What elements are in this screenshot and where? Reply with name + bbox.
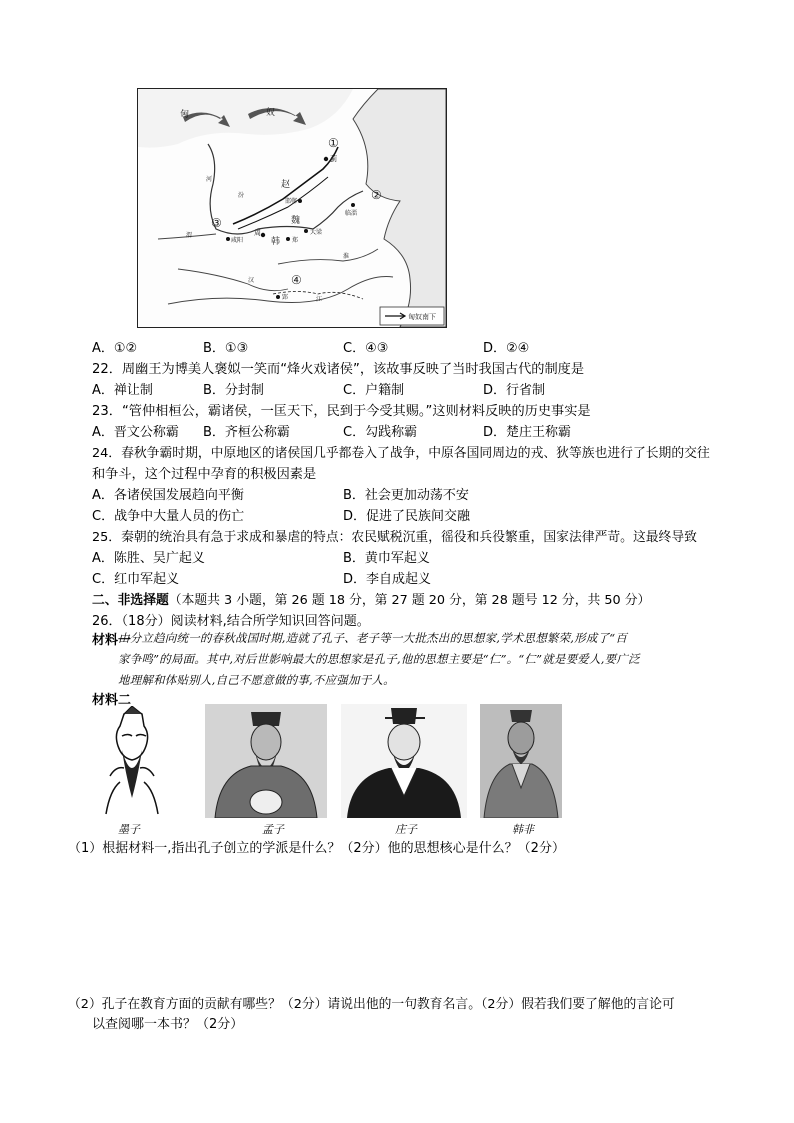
q22-option-b[interactable]: B．分封制 [203,383,264,398]
warring-states-map [137,88,447,328]
material-2-label: 材料二 [92,693,132,708]
q26-stem: 26．（18分）阅读材料,结合所学知识回答问题。 [92,614,370,629]
map-label-river-fen: 汾 [238,192,245,199]
q22-option-a[interactable]: A．禅让制 [92,383,153,398]
map-marker-3: ③ [211,216,222,230]
map-label-zhao: 赵 [281,180,291,190]
q22-stem: 22．周幽王为博美人褒姒一笑而“烽火戏诸侯”，该故事反映了当时我国古代的制度是 [92,362,585,377]
q25-option-a[interactable]: A．陈胜、吴广起义 [92,551,205,566]
section-2-heading [92,589,650,608]
q21-option-b[interactable]: B．①③ [203,341,249,356]
material-1-line-2: 家争鸣”的局面。其中,对后世影响最大的思想家是孔子,他的思想主要是“仁”。“仁”就是要爱人,要广泛 [118,652,640,666]
city-dot-zheng [286,237,290,241]
q24-option-d[interactable]: D．促进了民族间交融 [343,509,471,524]
map-river-huai [278,249,378,264]
map-marker-2: ② [371,188,382,202]
city-dot-linzi [351,203,355,207]
material-1-text [118,628,738,691]
map-river-han [178,269,288,291]
mozi-illustration [102,706,162,816]
city-dot-daliang [304,229,308,233]
map-label-zhou: 周 [254,229,261,237]
caption-zhuangzi: 庄子 [395,823,417,836]
material-1-line-1: 由分立趋向统一的春秋战国时期,造就了孔子、老子等一大批杰出的思想家,学术思想繁荣,形成了“百 [118,631,628,645]
section-2-title: 二、非选择题 [92,593,169,608]
q22-option-d[interactable]: D．行省制 [483,383,546,398]
q25-option-c[interactable]: C．红巾军起义 [92,572,180,587]
portrait-zhuangzi [341,704,467,818]
map-label-river-wei: 渭 [186,232,193,239]
map-north-region [138,89,353,148]
q23-option-c[interactable]: C．勾践称霸 [343,425,418,440]
q26-sub1: （1）根据材料一,指出孔子创立的学派是什么？（2分）他的思想核心是什么？（2分） [68,841,565,856]
q24-stem-line1: 24．春秋争霸时期，中原地区的诸侯国几乎都卷入了战争，中原各国同周边的戎、狄等族也进行了长期的交往 [92,446,710,461]
zhuangzi-illustration [341,704,467,818]
q24-option-a[interactable]: A．各诸侯国发展趋向平衡 [92,488,244,503]
map-label-xiongnu-a: 匈 [180,110,190,120]
q23-option-d[interactable]: D．楚庄王称霸 [483,425,572,440]
map-label-river-huai: 淮 [343,253,350,260]
q25-option-d[interactable]: D．李自成起义 [343,572,432,587]
map-label-xiongnu-b: 奴 [266,108,276,118]
q24-option-c[interactable]: C．战争中大量人员的伤亡 [92,509,245,524]
map-label-river-han: 汉 [248,277,255,284]
q21-option-c[interactable]: C．④③ [343,341,389,356]
material-1-line-3: 地理解和体贴别人,自己不愿意做的事,不应强加于人。 [118,673,395,687]
section-2-desc: （本题共 3 小题，第 26 题 18 分，第 27 题 20 分，第 28 题号 12 分，共 50 分） [168,593,651,608]
q23-stem: 23．“管仲相桓公，霸诸侯，一匡天下，民到于今受其赐。”这则材料反映的历史事实是 [92,404,591,419]
map-label-linzi: 临淄 [345,210,358,217]
q26-sub2-line2: 以查阅哪一本书？（2分） [92,1017,244,1032]
q21-option-d[interactable]: D．②④ [483,341,530,356]
map-marker-4: ④ [291,273,302,287]
city-dot-zhou [261,233,265,237]
material-1-label: 材料一 [92,633,132,648]
portrait-mozi [102,706,162,816]
q24-stem-line2: 和争斗，这个过程中孕育的积极因素是 [92,467,317,482]
q26-sub2-line1: （2）孔子在教育方面的贡献有哪些？（2分）请说出他的一句教育名言。（2分）假若我们要了解他的言论可 [68,997,675,1012]
q25-stem: 25．秦朝的统治具有急于求成和暴虐的特点：农民赋税沉重，徭役和兵役繁重，国家法律严苛。这最终导致 [92,530,697,545]
q22-option-c[interactable]: C．户籍制 [343,383,405,398]
map-figure [138,89,446,327]
q23-option-a[interactable]: A．晋文公称霸 [92,425,179,440]
map-label-xianyang: 咸阳 [231,237,244,244]
map-label-ji: 蓟 [330,155,337,163]
map-label-ying: 郢 [282,294,289,301]
caption-hanfei: 韩非 [512,823,534,836]
map-marker-1: ① [328,136,339,150]
q25-option-b[interactable]: B．黄巾军起义 [343,551,430,566]
map-legend-text: 匈奴南下 [408,313,436,321]
q23-option-b[interactable]: B．齐桓公称霸 [203,425,290,440]
caption-mozi: 墨子 [118,823,140,836]
map-label-han-state: 韩 [271,237,281,247]
map-label-wei-state: 魏 [291,216,301,226]
portrait-hanfei [480,704,562,818]
map-label-zheng: 郑 [292,237,299,244]
mengzi-illustration [205,704,327,818]
city-dot-xianyang [226,237,230,241]
city-dot-ying [276,295,280,299]
map-sea [353,89,446,327]
map-label-river-he: 河 [206,176,213,183]
caption-mengzi: 孟子 [262,823,284,836]
city-dot-handan [298,199,302,203]
portrait-mengzi [205,704,327,818]
q24-option-b[interactable]: B．社会更加动荡不安 [343,488,469,503]
hanfei-illustration [480,704,562,818]
city-dot-ji [324,157,328,161]
map-label-handan: 邯郸 [285,198,298,205]
map-label-river-jiang: 江 [316,296,323,303]
q21-option-a[interactable]: A．①② [92,341,138,356]
map-label-daliang: 大梁 [310,229,323,236]
